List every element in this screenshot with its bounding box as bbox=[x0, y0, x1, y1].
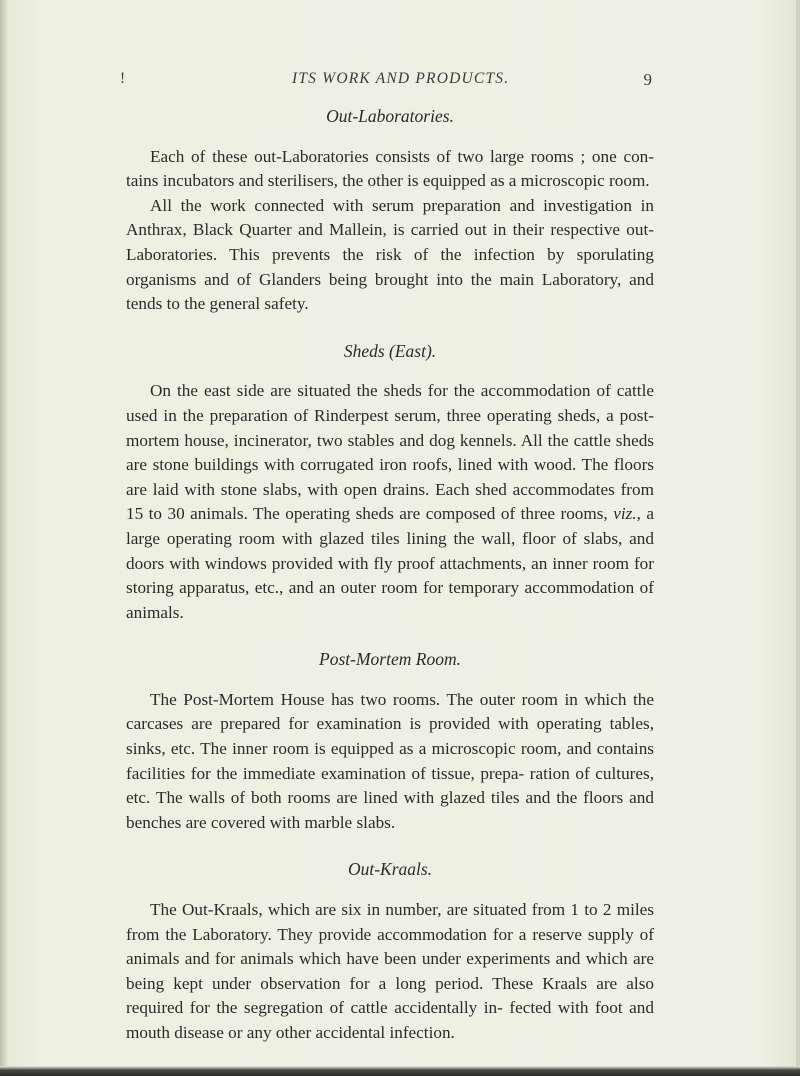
section-post-mortem-room bbox=[126, 647, 654, 835]
section-heading: Sheds (East). bbox=[343, 340, 437, 361]
page-body bbox=[126, 104, 654, 1046]
running-head bbox=[120, 70, 660, 96]
section-out-laboratories bbox=[126, 104, 654, 317]
section-heading: Out-Kraals. bbox=[347, 859, 433, 880]
paragraph-italic-text: viz. bbox=[613, 504, 637, 524]
paragraph bbox=[126, 379, 654, 625]
paragraph: All the work connected with serum preparation and investigation in Anthrax, Black Quarter and Mallein, is carried out in their respective out-Laboratories. This prevents the risk of the infection by sporulating organisms and of Glanders being brought into the main Laboratory, and tends to the general safety. bbox=[126, 195, 654, 314]
paragraph-text: On the east side are situated the sheds for the accommodation of cattle used in the preparation of Rinderpest serum, three operating sheds, a post-mortem house, incinerator, two stables and dog kennels. All the cattle sheds are stone buildings with corrugated iron roofs, lined with wood. The floors are laid with stone slabs, with open drains. Each shed accommodates from 15 to 30 animals. The operating sheds are composed of three rooms, bbox=[126, 381, 654, 524]
paragraph: Each of these out-Laboratories consists of two large rooms ; one con- tains incubators and sterilisers, the other is equipped as a microscopic room. bbox=[126, 146, 654, 191]
section-heading: Out-Laboratories. bbox=[326, 106, 454, 126]
paragraph: The Out-Kraals, which are six in number, are situated from 1 to 2 miles from the Laboratory. They provide accommodation for a reserve supply of animals and for animals which have been under experiments and which are being kept under observation for a long period. These Kraals are also required for the segregation of cattle accidentally in- fected with foot and mouth disease or any other accidental infection. bbox=[126, 900, 654, 1042]
page-bottom-edge bbox=[0, 1066, 800, 1076]
section-heading: Post-Mortem Room. bbox=[319, 649, 461, 670]
running-head-mark: ! bbox=[120, 70, 127, 87]
running-head-title: ITS WORK AND PRODUCTS. bbox=[292, 70, 510, 87]
page-number: 9 bbox=[643, 70, 652, 89]
section-out-kraals bbox=[126, 857, 654, 1045]
section-sheds-east bbox=[126, 339, 654, 626]
page-right-edge bbox=[796, 0, 800, 1076]
paragraph: The Post-Mortem House has two rooms. The outer room in which the carcases are prepared for examination is provided with operating tables, sinks, etc. The inner room is equipped as a microscopic room, and contains facilities for the immediate examination of tissue, prepa- ration of cultures, etc. The walls of both rooms are lined with glazed tiles and the floors and benches are covered with marble slabs. bbox=[126, 689, 654, 832]
paragraph-text: , a large operating room with glazed tiles lining the wall, floor of slabs, and doors with windows provided with fly proof attachments, an inner room for storing apparatus, etc., and an outer room for temporary accommodation of animals. bbox=[126, 504, 654, 622]
page-left-edge bbox=[0, 0, 8, 1076]
